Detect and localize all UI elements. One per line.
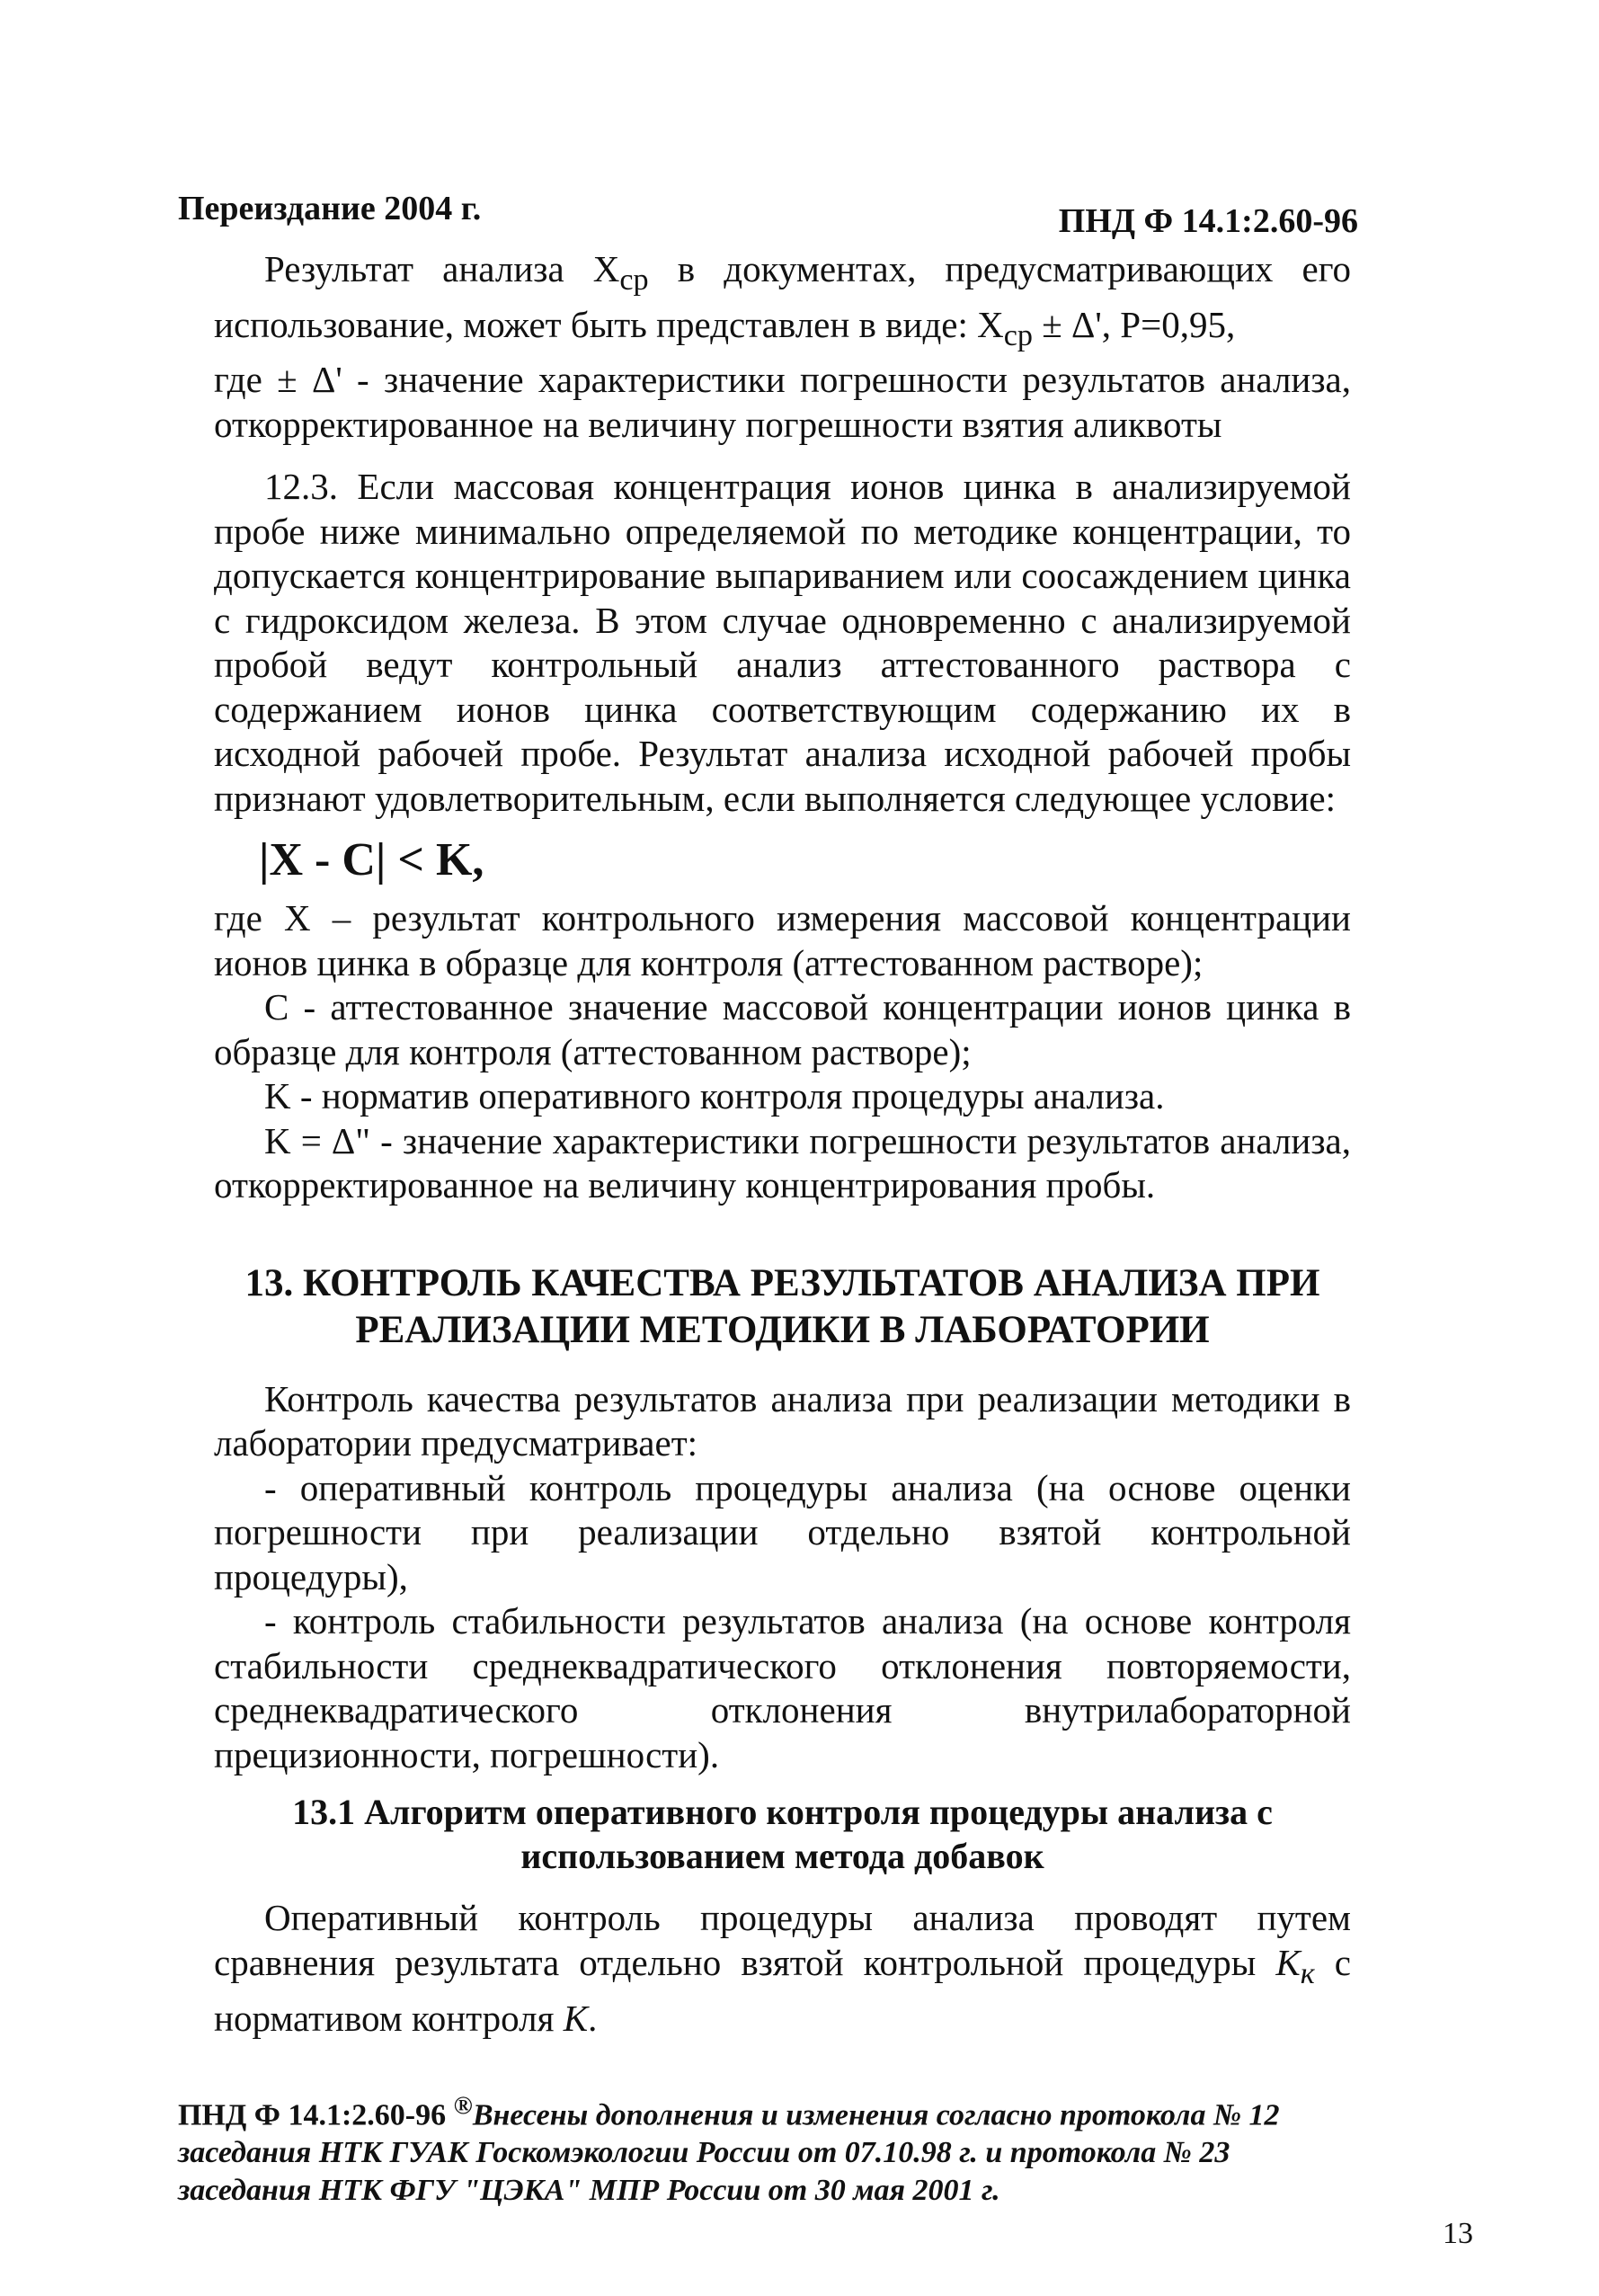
section-13-1-text: Оперативный контроль процедуры анализа проводят путем сравнения результата отдельно взятой контрольной процедуры $K_к$ с нормативом контроля K.: [214, 1897, 1351, 2039]
condition-formula: |X - C| < K,: [259, 834, 484, 886]
amendment-footnote: ПНД Ф 14.1:2.60-96 ®Внесены дополнения и изменения согласно протокола № 12 заседания НТК ГУАК Госкомэкологии России от 07.10.98 г. и протокола № 23 заседания НТК ФГУ "ЦЭКА" МПР России от 30 мая 2001 г.: [178, 2092, 1280, 2208]
section-13-item-1: - оперативный контроль процедуры анализа (на основе оценки погрешности при реализации отдельно взятой контрольной процедуры),: [214, 1466, 1351, 1597]
definition-x: где X – результат контрольного измерения массовой концентрации ионов цинка в образце для контроля (аттестованном растворе);: [214, 897, 1351, 983]
result-paragraph: Результат анализа $X_{ср}$ в документах, предусматривающих его использование, может быть представлен в виде: $X_{ср} \pm \Delta'$, P=0,95,: [214, 248, 1352, 352]
reissue-label: Переиздание 2004 г.: [178, 190, 482, 227]
section-13-1-heading: 13.1 Алгоритм оперативного контроля процедуры анализа с использованием метода добавок: [292, 1792, 1273, 1877]
page-number: 13: [1443, 2217, 1473, 2250]
definition-k: K - норматив оперативного контроля процедуры анализа.: [264, 1075, 1165, 1117]
document-body: [214, 247, 1351, 2041]
section-13-item-2: - контроль стабильности результатов анализа (на основе контроля стабильности среднеквадратического отклонения повторяемости, среднеквадратического отклонения внутрилабораторной прецизионности, погрешности).: [214, 1600, 1351, 1775]
definition-k-value: K = Δ" - значение характеристики погрешности результатов анализа, откорректированное на величину концентрирования пробы.: [214, 1119, 1351, 1206]
definition-c: C - аттестованное значение массовой концентрации ионов цинка в образце для контроля (аттестованном растворе);: [214, 986, 1351, 1072]
section-13-intro: Контроль качества результатов анализа при реализации методики в лаборатории предусматривает:: [214, 1377, 1351, 1464]
section-13-heading: 13. КОНТРОЛЬ КАЧЕСТВА РЕЗУЛЬТАТОВ АНАЛИЗА ПРИ РЕАЛИЗАЦИИ МЕТОДИКИ В ЛАБОРАТОРИИ: [244, 1261, 1320, 1351]
paragraph-12-3: 12.3. Если массовая концентрация ионов цинка в анализируемой пробе ниже минимально определяемой по методике концентрации, то допускается концентрирование выпариванием или соосаждением цинка с гидроксидом железа. В этом случае одновременно с анализируемой пробой ведут контрольный анализ аттестованного раствора с содержанием ионов цинка соответствующим содержанию их в исходной рабочей пробе. Результат анализа исходной рабочей пробы признают удовлетворительным, если выполняется следующее условие:: [214, 466, 1351, 819]
document-code: ПНД Ф 14.1:2.60-96: [1058, 202, 1358, 240]
result-where: где ± Δ' - значение характеристики погрешности результатов анализа, откорректированное на величину погрешности взятия аликвоты: [214, 359, 1351, 445]
